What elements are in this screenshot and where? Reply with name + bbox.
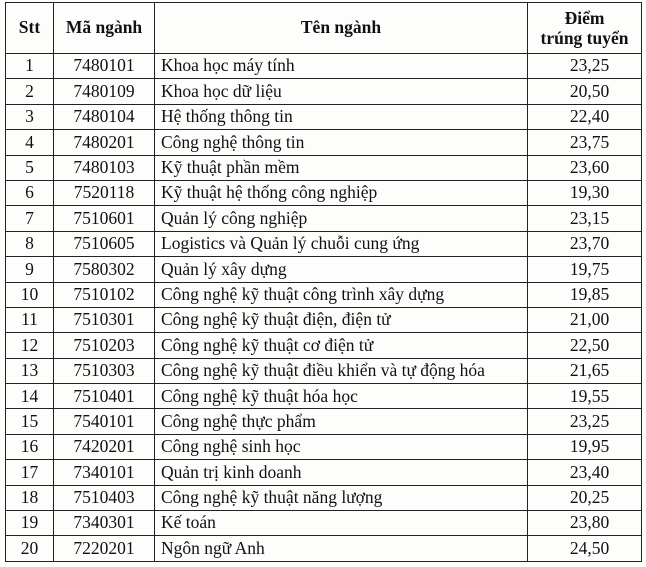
cell-stt: 4 bbox=[6, 130, 54, 155]
table-row bbox=[6, 282, 642, 307]
table-row bbox=[6, 257, 642, 282]
cell-stt: 12 bbox=[6, 333, 54, 358]
table-row bbox=[6, 104, 642, 129]
table-row bbox=[6, 485, 642, 510]
cell-stt: 10 bbox=[6, 282, 54, 307]
cell-stt: 20 bbox=[6, 536, 54, 561]
cell-score: 19,30 bbox=[528, 180, 642, 205]
table-row bbox=[6, 231, 642, 256]
cell-code: 7480101 bbox=[54, 54, 155, 79]
cell-code: 7510203 bbox=[54, 333, 155, 358]
cell-score: 19,85 bbox=[528, 282, 642, 307]
cell-name: Ngôn ngữ Anh bbox=[155, 536, 528, 561]
cell-stt: 16 bbox=[6, 434, 54, 459]
cell-code: 7220201 bbox=[54, 536, 155, 561]
cell-name: Khoa học máy tính bbox=[155, 54, 528, 79]
table-header bbox=[6, 3, 642, 54]
cell-code: 7520118 bbox=[54, 180, 155, 205]
cell-score: 23,40 bbox=[528, 460, 642, 485]
cell-stt: 5 bbox=[6, 155, 54, 180]
cell-name: Công nghệ kỹ thuật công trình xây dựng bbox=[155, 282, 528, 307]
cell-code: 7510303 bbox=[54, 358, 155, 383]
cell-name: Quản trị kinh doanh bbox=[155, 460, 528, 485]
table-row bbox=[6, 130, 642, 155]
cell-stt: 2 bbox=[6, 79, 54, 104]
cell-code: 7480109 bbox=[54, 79, 155, 104]
cell-stt: 13 bbox=[6, 358, 54, 383]
cell-name: Logistics và Quản lý chuỗi cung ứng bbox=[155, 231, 528, 256]
cell-score: 23,25 bbox=[528, 54, 642, 79]
cell-name: Công nghệ thông tin bbox=[155, 130, 528, 155]
header-score bbox=[528, 3, 642, 54]
table-row bbox=[6, 79, 642, 104]
cell-score: 19,75 bbox=[528, 257, 642, 282]
table-row bbox=[6, 434, 642, 459]
table-row bbox=[6, 511, 642, 536]
cell-name: Công nghệ kỹ thuật điều khiển và tự động hóa bbox=[155, 358, 528, 383]
cell-name: Quản lý xây dựng bbox=[155, 257, 528, 282]
table-row bbox=[6, 206, 642, 231]
cell-code: 7540101 bbox=[54, 409, 155, 434]
cell-code: 7480201 bbox=[54, 130, 155, 155]
cell-name: Quản lý công nghiệp bbox=[155, 206, 528, 231]
table-row bbox=[6, 460, 642, 485]
cell-name: Hệ thống thông tin bbox=[155, 104, 528, 129]
cell-code: 7510601 bbox=[54, 206, 155, 231]
cell-code: 7420201 bbox=[54, 434, 155, 459]
cell-score: 23,80 bbox=[528, 511, 642, 536]
cell-code: 7510401 bbox=[54, 384, 155, 409]
cell-code: 7480104 bbox=[54, 104, 155, 129]
table-row bbox=[6, 409, 642, 434]
cell-code: 7580302 bbox=[54, 257, 155, 282]
admission-scores-table bbox=[5, 2, 642, 562]
cell-score: 23,60 bbox=[528, 155, 642, 180]
header-row bbox=[6, 3, 642, 54]
cell-score: 20,50 bbox=[528, 79, 642, 104]
table-row bbox=[6, 54, 642, 79]
cell-code: 7510403 bbox=[54, 485, 155, 510]
cell-stt: 14 bbox=[6, 384, 54, 409]
cell-score: 21,65 bbox=[528, 358, 642, 383]
header-score-line2: trúng tuyển bbox=[540, 28, 629, 48]
header-name: Tên ngành bbox=[155, 3, 528, 54]
table-row bbox=[6, 384, 642, 409]
cell-name: Khoa học dữ liệu bbox=[155, 79, 528, 104]
cell-stt: 17 bbox=[6, 460, 54, 485]
cell-name: Kỹ thuật phần mềm bbox=[155, 155, 528, 180]
cell-name: Công nghệ kỹ thuật điện, điện tử bbox=[155, 307, 528, 332]
cell-stt: 9 bbox=[6, 257, 54, 282]
cell-name: Kỹ thuật hệ thống công nghiệp bbox=[155, 180, 528, 205]
table-row bbox=[6, 536, 642, 561]
cell-score: 19,55 bbox=[528, 384, 642, 409]
cell-stt: 8 bbox=[6, 231, 54, 256]
cell-code: 7510301 bbox=[54, 307, 155, 332]
cell-score: 22,50 bbox=[528, 333, 642, 358]
table-row bbox=[6, 180, 642, 205]
table-row bbox=[6, 307, 642, 332]
header-code: Mã ngành bbox=[54, 3, 155, 54]
cell-code: 7510102 bbox=[54, 282, 155, 307]
header-stt: Stt bbox=[6, 3, 54, 54]
cell-name: Công nghệ sinh học bbox=[155, 434, 528, 459]
cell-code: 7510605 bbox=[54, 231, 155, 256]
cell-score: 21,00 bbox=[528, 307, 642, 332]
cell-score: 20,25 bbox=[528, 485, 642, 510]
cell-stt: 15 bbox=[6, 409, 54, 434]
cell-stt: 18 bbox=[6, 485, 54, 510]
table-row bbox=[6, 333, 642, 358]
cell-stt: 3 bbox=[6, 104, 54, 129]
cell-name: Công nghệ kỹ thuật hóa học bbox=[155, 384, 528, 409]
cell-stt: 6 bbox=[6, 180, 54, 205]
cell-name: Công nghệ kỹ thuật năng lượng bbox=[155, 485, 528, 510]
header-score-line1: Điểm bbox=[564, 8, 605, 29]
cell-code: 7340101 bbox=[54, 460, 155, 485]
cell-stt: 11 bbox=[6, 307, 54, 332]
cell-score: 24,50 bbox=[528, 536, 642, 561]
cell-code: 7480103 bbox=[54, 155, 155, 180]
cell-score: 23,25 bbox=[528, 409, 642, 434]
cell-name: Công nghệ thực phẩm bbox=[155, 409, 528, 434]
cell-stt: 7 bbox=[6, 206, 54, 231]
cell-stt: 1 bbox=[6, 54, 54, 79]
table-row bbox=[6, 155, 642, 180]
cell-name: Công nghệ kỹ thuật cơ điện tử bbox=[155, 333, 528, 358]
cell-score: 22,40 bbox=[528, 104, 642, 129]
cell-score: 23,15 bbox=[528, 206, 642, 231]
cell-score: 23,75 bbox=[528, 130, 642, 155]
table-row bbox=[6, 358, 642, 383]
cell-code: 7340301 bbox=[54, 511, 155, 536]
cell-stt: 19 bbox=[6, 511, 54, 536]
table-body bbox=[6, 54, 642, 562]
cell-score: 23,70 bbox=[528, 231, 642, 256]
cell-score: 19,95 bbox=[528, 434, 642, 459]
cell-name: Kế toán bbox=[155, 511, 528, 536]
